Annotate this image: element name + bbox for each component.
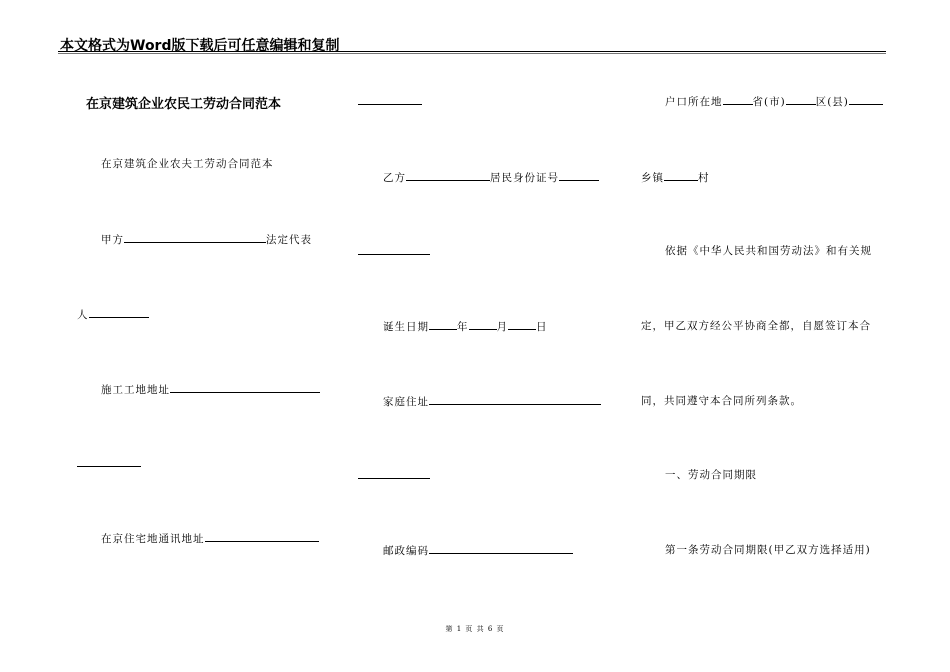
postal-code-label: 邮政编码 — [383, 545, 429, 557]
birth-month-blank — [469, 318, 497, 330]
home-address-line — [383, 393, 601, 409]
party-a-label: 甲方 — [101, 234, 124, 246]
party-b-label: 乙方 — [383, 172, 406, 184]
home-address-label: 家庭住址 — [383, 396, 429, 408]
site-address-blank-2 — [77, 455, 141, 467]
beijing-address-label: 在京住宅地通讯地址 — [101, 533, 205, 545]
document-title: 在京建筑企业农民工劳动合同范本 — [86, 97, 282, 112]
party-a-line — [101, 231, 312, 247]
party-b-blank — [406, 169, 490, 181]
home-address-blank-2 — [358, 467, 430, 479]
preamble-line-1: 依据《中华人民共和国劳动法》和有关规 — [665, 245, 872, 257]
legal-rep-label: 法定代表 — [266, 234, 312, 246]
party-a-blank — [124, 231, 266, 243]
contract-subtitle: 在京建筑企业农夫工劳动合同范本 — [101, 158, 274, 170]
postal-code-blank — [429, 542, 573, 554]
hukou-line — [665, 93, 883, 109]
section-heading-contract-term: 一、劳动合同期限 — [665, 469, 757, 481]
birth-day-blank — [508, 318, 536, 330]
home-address-blank — [429, 393, 601, 405]
hukou-district-blank — [786, 93, 816, 105]
year-label: 年 — [457, 321, 469, 333]
hukou-label: 户口所在地 — [665, 96, 723, 108]
beijing-address-line — [101, 530, 319, 546]
site-address-continued-line — [77, 455, 141, 470]
legal-rep-continued-line — [77, 306, 149, 322]
month-label: 月 — [496, 321, 508, 333]
id-number-blank — [559, 169, 599, 181]
id-number-blank-2 — [358, 243, 430, 255]
birth-date-line — [383, 318, 548, 334]
legal-rep-blank — [89, 306, 149, 318]
party-b-line — [383, 169, 599, 185]
hukou-township-blank — [849, 93, 883, 105]
id-number-continued-line — [358, 243, 430, 258]
beijing-address-blank-2 — [358, 93, 422, 105]
village-blank — [664, 169, 698, 181]
birth-date-label: 诞生日期 — [383, 321, 429, 333]
township-line — [641, 169, 710, 185]
site-address-label: 施工工地地址 — [101, 384, 170, 396]
site-address-line — [101, 381, 320, 397]
person-label: 人 — [77, 309, 89, 321]
site-address-blank — [170, 381, 320, 393]
township-label: 乡镇 — [641, 172, 664, 184]
village-label: 村 — [698, 172, 710, 184]
header-divider — [58, 51, 886, 52]
beijing-address-blank — [205, 530, 319, 542]
birth-year-blank — [429, 318, 457, 330]
id-number-label: 居民身份证号 — [490, 172, 559, 184]
preamble-line-2: 定，甲乙双方经公平协商全都，自愿签订本合 — [641, 320, 871, 332]
article-1-contract-term: 第一条劳动合同期限(甲乙双方选择适用) — [665, 544, 871, 556]
province-label: 省(市) — [752, 96, 786, 108]
district-label: 区(县) — [815, 96, 849, 108]
beijing-address-continued-line — [358, 93, 422, 108]
hukou-province-blank — [723, 93, 753, 105]
page-footer: 第 1 页 共 6 页 — [445, 625, 505, 633]
header-divider-secondary — [58, 53, 886, 54]
document-header: 本文格式为Word版下载后可任意编辑和复制 — [60, 38, 340, 54]
home-address-continued-line — [358, 467, 430, 482]
day-label: 日 — [536, 321, 548, 333]
preamble-line-3: 同，共同遵守本合同所列条款。 — [641, 395, 802, 407]
postal-code-line — [383, 542, 573, 558]
